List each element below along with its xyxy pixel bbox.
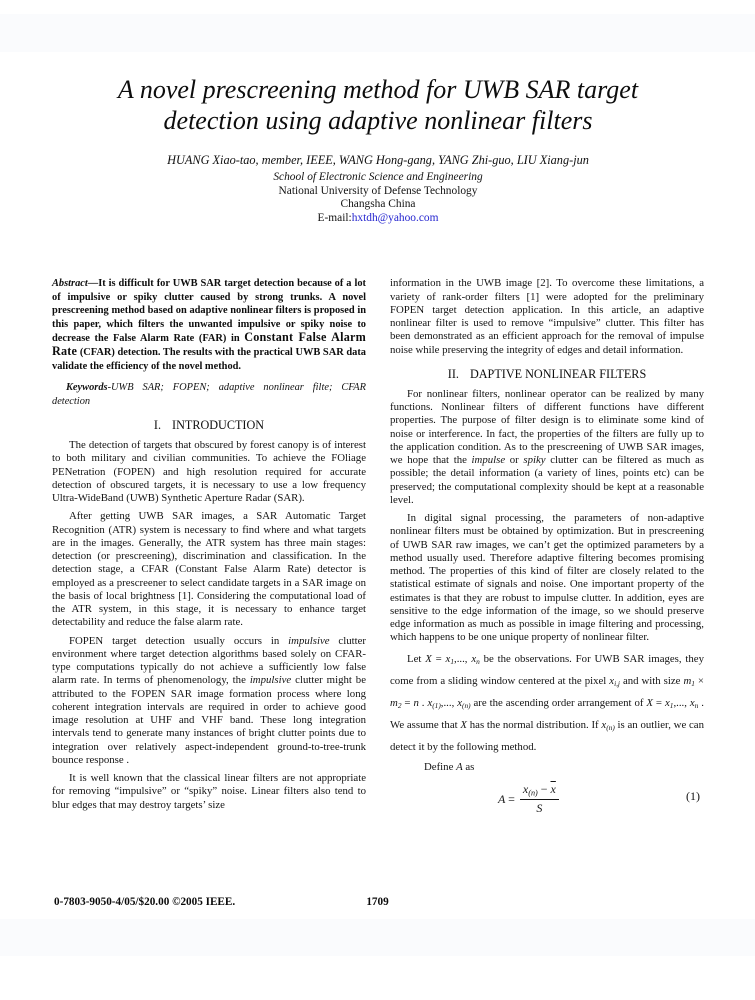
section-number: II.	[447, 366, 459, 381]
filters-paragraph-1: For nonlinear filters, nonlinear operator can be realized by many functions. Nonlinear filters of different functions have different properties. The purpose of filter design is to eliminate some kind of noise or interference. In fact, the properties of the filters are fully up to the application condition. As to the prescreening of UWB SAR images, we hope that the impulse or spiky clutter can be filtered as much as possible; the detail information (a variety of lines, points etc) can be preserved; the computational complexity should be kept at a reasonable level.	[390, 387, 704, 506]
copyright-line: 0-7803-9050-4/05/$20.00 ©2005 IEEE.	[54, 896, 236, 908]
define-line: Define A as	[424, 761, 475, 774]
left-column	[52, 277, 366, 822]
two-column-body	[52, 277, 704, 822]
paper-content	[52, 74, 704, 822]
section-title: INTRODUCTION	[172, 418, 265, 433]
page-top-band	[0, 14, 755, 52]
section-heading-introduction	[52, 418, 366, 433]
email-line	[52, 212, 704, 226]
equation-lhs: A =	[498, 791, 515, 806]
page-number: 1709	[366, 896, 389, 908]
section-number: I.	[153, 418, 162, 433]
title-line-1: A novel prescreening method for UWB SAR target	[117, 75, 639, 104]
keywords-line: Keywords-UWB SAR; FOPEN; adaptive nonlinear filte; CFAR detection	[52, 382, 366, 407]
equation-number: (1)	[686, 789, 700, 804]
intro-paragraph-1: The detection of targets that obscured by forest canopy is of interest to both military and civilian communities. To achieve the FOliage PENetration (FOPEN) and high resolution required for accurate detection of obscured targets, it is necessary to use a low frequency Ultra-WideBand (UWB) Synthetic Aperture Radar (SAR).	[52, 439, 366, 505]
fraction	[520, 782, 559, 815]
title-line-2: detection using adaptive nonlinear filters	[163, 106, 593, 135]
intro-paragraph-3: FOPEN target detection usually occurs in impulsive clutter environment where target detection algorithms based solely on CFAR-type computations typically do not achieve a sufficiently low false alarm rate. In terms of phenomenology, the impulsive clutter might be attributed to the FOPEN SAR image formation process where long coherent integration intervals are required in order to achieve good image resolution at UHF and VHF band. These long integration intervals tend to generate many instances of bright clutter points due to integration over relatively aspect-independent ground-to-tree-trunk bounce response .	[52, 634, 366, 766]
equation-1	[390, 780, 704, 822]
intro-paragraph-2: After getting UWB SAR images, a SAR Automatic Target Recognition (ATR) system is necessary to find where and what targets are in the images. Generally, the ATR system has three main stages: detection (or prescreening), discrimination and classification. In the detection stage, a CFAR (Constant False Alarm Rate) detector is employed as a prescreener to select candidate targets in a SAR image on the basis of local brightness [1]. Considering the computational load of the ATR system, in this stage, it is necessary to enhance target detectability and reduce the false alarm rate.	[52, 510, 366, 629]
email-label: E-mail:	[317, 211, 352, 224]
author-line: HUANG Xiao-tao, member, IEEE, WANG Hong-gang, YANG Zhi-guo, LIU Xiang-jun	[167, 153, 589, 167]
continued-paragraph: information in the UWB image [2]. To overcome these limitations, a variety of rank-order filters [1] were adopted for the preliminary FOPEN target detection application. In this article, an adaptive nonlinear filter is used to remove “impulsive” clutter. This filter has been demonstrated as an efficient approach for the removal of impulse noise while preserving the integrity of edges and detail information.	[390, 277, 704, 356]
abstract-paragraph: Abstract—It is difficult for UWB SAR target detection because of a lot of impulsive or spiky clutter caused by strong trunks. A novel prescreening method based on adaptive nonlinear filters is proposed in this paper, which filters the unwanted impulsive or spiky noise to decrease the False Alarm Rate (FAR) in Constant False Alarm Rate (CFAR) detection. The results with the practical UWB SAR data validate the efficiency of the novel method.	[52, 278, 366, 372]
fraction-denominator: S	[536, 800, 543, 815]
section-heading-filters	[390, 367, 704, 382]
paper-title	[52, 74, 704, 136]
intro-paragraph-4: It is well known that the classical linear filters are not appropriate for removing “impulsive” or “spiky” noise. Linear filters also tend to blur edges that may destroy targets’ size	[52, 772, 366, 811]
fraction-numerator: $x_{(n)} - \overline{x}$	[520, 782, 559, 799]
email-link[interactable]: hxtdh@yahoo.com	[351, 211, 439, 224]
equation-expression	[498, 782, 559, 815]
filters-paragraph-3-math: Let $X = x_1$,..., $x_n$ be the observations. For UWB SAR images, they come from a sliding window centered at the pixel $x_{i,j}$ and with size $m_1 \times m_2 = n$ . $x_{(1)}$,..., $x_{(n)}$ are the ascending order arrangement of $X = x_1$,..., $x_n$ . We assume that X has the normal distribution. If $x_{(n)}$ is an outlier, we can detect it by the following method.	[390, 652, 705, 753]
affiliation-city: Changsha China	[340, 198, 416, 211]
filters-paragraph-2: In digital signal processing, the parameters of non-adaptive nonlinear filters must be obtained by optimization. But in prescreening of UWB SAR raw images, we can’t get the optimized parameters by a method usually used. Therefore adaptive filtering becomes promising method. The properties of this kind of filter are closely related to the statistical estimate of signals and noise. One important property of the estimates is that they are robust to impulse clutter. In addition, eyes are sensitive to the edge information of the image, so we should preserve edge information as much as possible in image filtering and processing, which happens to be one unique property of nonlinear filter.	[390, 512, 704, 644]
right-column	[390, 277, 704, 822]
affiliation-university: National University of Defense Technology	[278, 184, 478, 197]
page-bottom-band	[0, 919, 755, 956]
affiliation-school: School of Electronic Science and Engineering	[273, 171, 483, 183]
section-title: DAPTIVE NONLINEAR FILTERS	[469, 366, 647, 381]
